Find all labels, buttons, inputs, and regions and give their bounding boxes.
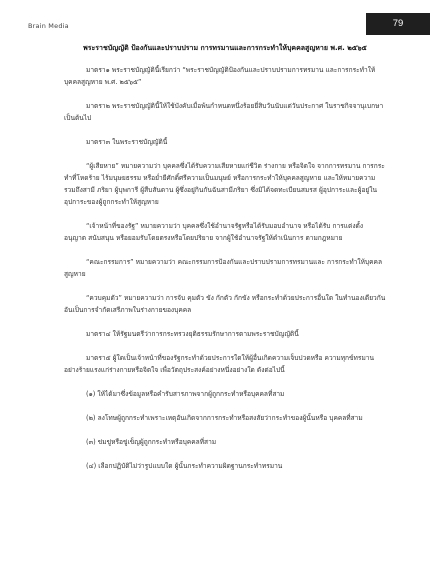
definition-committee: “คณะกรรมการ” หมายความว่า คณะกรรมการป้องกันและปราบปรามการทรมานและ การกระทำให้บุคคลสูญหาย [64,258,382,278]
page-number-badge: 79 [366,13,430,35]
section-1-paragraph: มาตรา๑ พระราชบัญญัตินี้เรียกว่า “พระราชบัญญัติป้องกันและปราบปรามการทรมาน และการกระทำให้บุคคลสูญหาย พ.ศ. ๒๕๖๕” [64,66,376,86]
definition-state-official: “เจ้าหน้าที่ของรัฐ” หมายความว่า บุคคลซึ่งใช้อำนาจรัฐหรือได้รับมอบอำนาจ หรือได้รับ การแต่งตั้ง อนุญาต สนับสนุน หรือยอมรับโดยตรงหรือโดยปริยาย จากผู้ใช้อำนาจรัฐให้ดำเนินการ ตามกฎหมาย [64,222,364,242]
list-item-1: (๑) ให้ได้มาซึ่งข้อมูลหรือคำรับสารภาพจากผู้ถูกกระทำหรือบุคคลที่สาม [86,390,285,398]
brand-label: Brain Media [28,22,69,30]
section-2-paragraph: มาตรา๒ พระราชบัญญัตินี้ให้ใช้บังคับเมื่อพ้นกำหนดหนึ่งร้อยยี่สิบวันนับแต่วันประกาศ ในราชกิจจานุเบกษาเป็นต้นไป [64,102,384,122]
section-5-paragraph: มาตรา๕ ผู้ใดเป็นเจ้าหน้าที่ของรัฐกระทำด้วยประการใดให้ผู้อื่นเกิดความเจ็บปวดหรือ ความทุกข์ทรมานอย่างร้ายแรงแก่ร่างกายหรือจิตใจ เพื่อวัตถุประสงค์อย่างหนึ่งอย่างใด ดังต่อไปนี้ [64,354,375,374]
document-title: พระราชบัญญัติ ป้องกันและปราบปราม การทรมานและการกระทำให้บุคคลสูญหาย พ.ศ. ๒๕๖๕ [83,44,367,52]
list-item-2: (๒) ลงโทษผู้ถูกกระทำเพราะเหตุอันเกิดจากการกระทำหรือสงสัยว่ากระทำของผู้นั้นหรือ บุคคลที่สาม [86,414,363,422]
section-4-paragraph: มาตรา๔ ให้รัฐมนตรีว่าการกระทรวงยุติธรรมรักษาการตามพระราชบัญญัตินี้ [86,330,299,338]
list-item-3: (๓) ข่มขู่หรือขู่เข็ญผู้ถูกกระทำหรือบุคคลที่สาม [86,438,217,446]
definition-detention: “ควบคุมตัว” หมายความว่า การจับ คุมตัว ขัง กักตัว กักขัง หรือกระทำด้วยประการอื่นใด ในทำนองเดียวกันอันเป็นการจำกัดเสรีภาพในร่างกายของบุคคล [64,294,386,314]
document-body [64,42,386,484]
list-item-4: (๔) เลือกปฏิบัติไม่ว่ารูปแบบใด ผู้นั้นกระทำความผิดฐานกระทำทรมาน [86,462,283,470]
page-header [0,0,430,36]
definition-victim: “ผู้เสียหาย” หมายความว่า บุคคลซึ่งได้รับความเสียหายแก่ชีวิต ร่างกาย หรือจิตใจ จากการทรมาน การกระทำที่โหดร้าย ไร้มนุษยธรรม หรือย่ำยีศักดิ์ศรีความเป็นมนุษย์ หรือการกระทำให้บุคคลสูญหาย และให้หมายความรวมถึงสามี ภริยา ผู้บุพการี ผู้สืบสันดาน ผู้ซึ่งอยู่กินกันฉันสามีภริยา ซึ่งมิได้จดทะเบียนสมรส ผู้อุปการะและผู้อยู่ในอุปการะของผู้ถูกกระทำให้สูญหาย [64,162,385,206]
section-3-paragraph: มาตรา๓ ในพระราชบัญญัตินี้ [86,138,168,146]
